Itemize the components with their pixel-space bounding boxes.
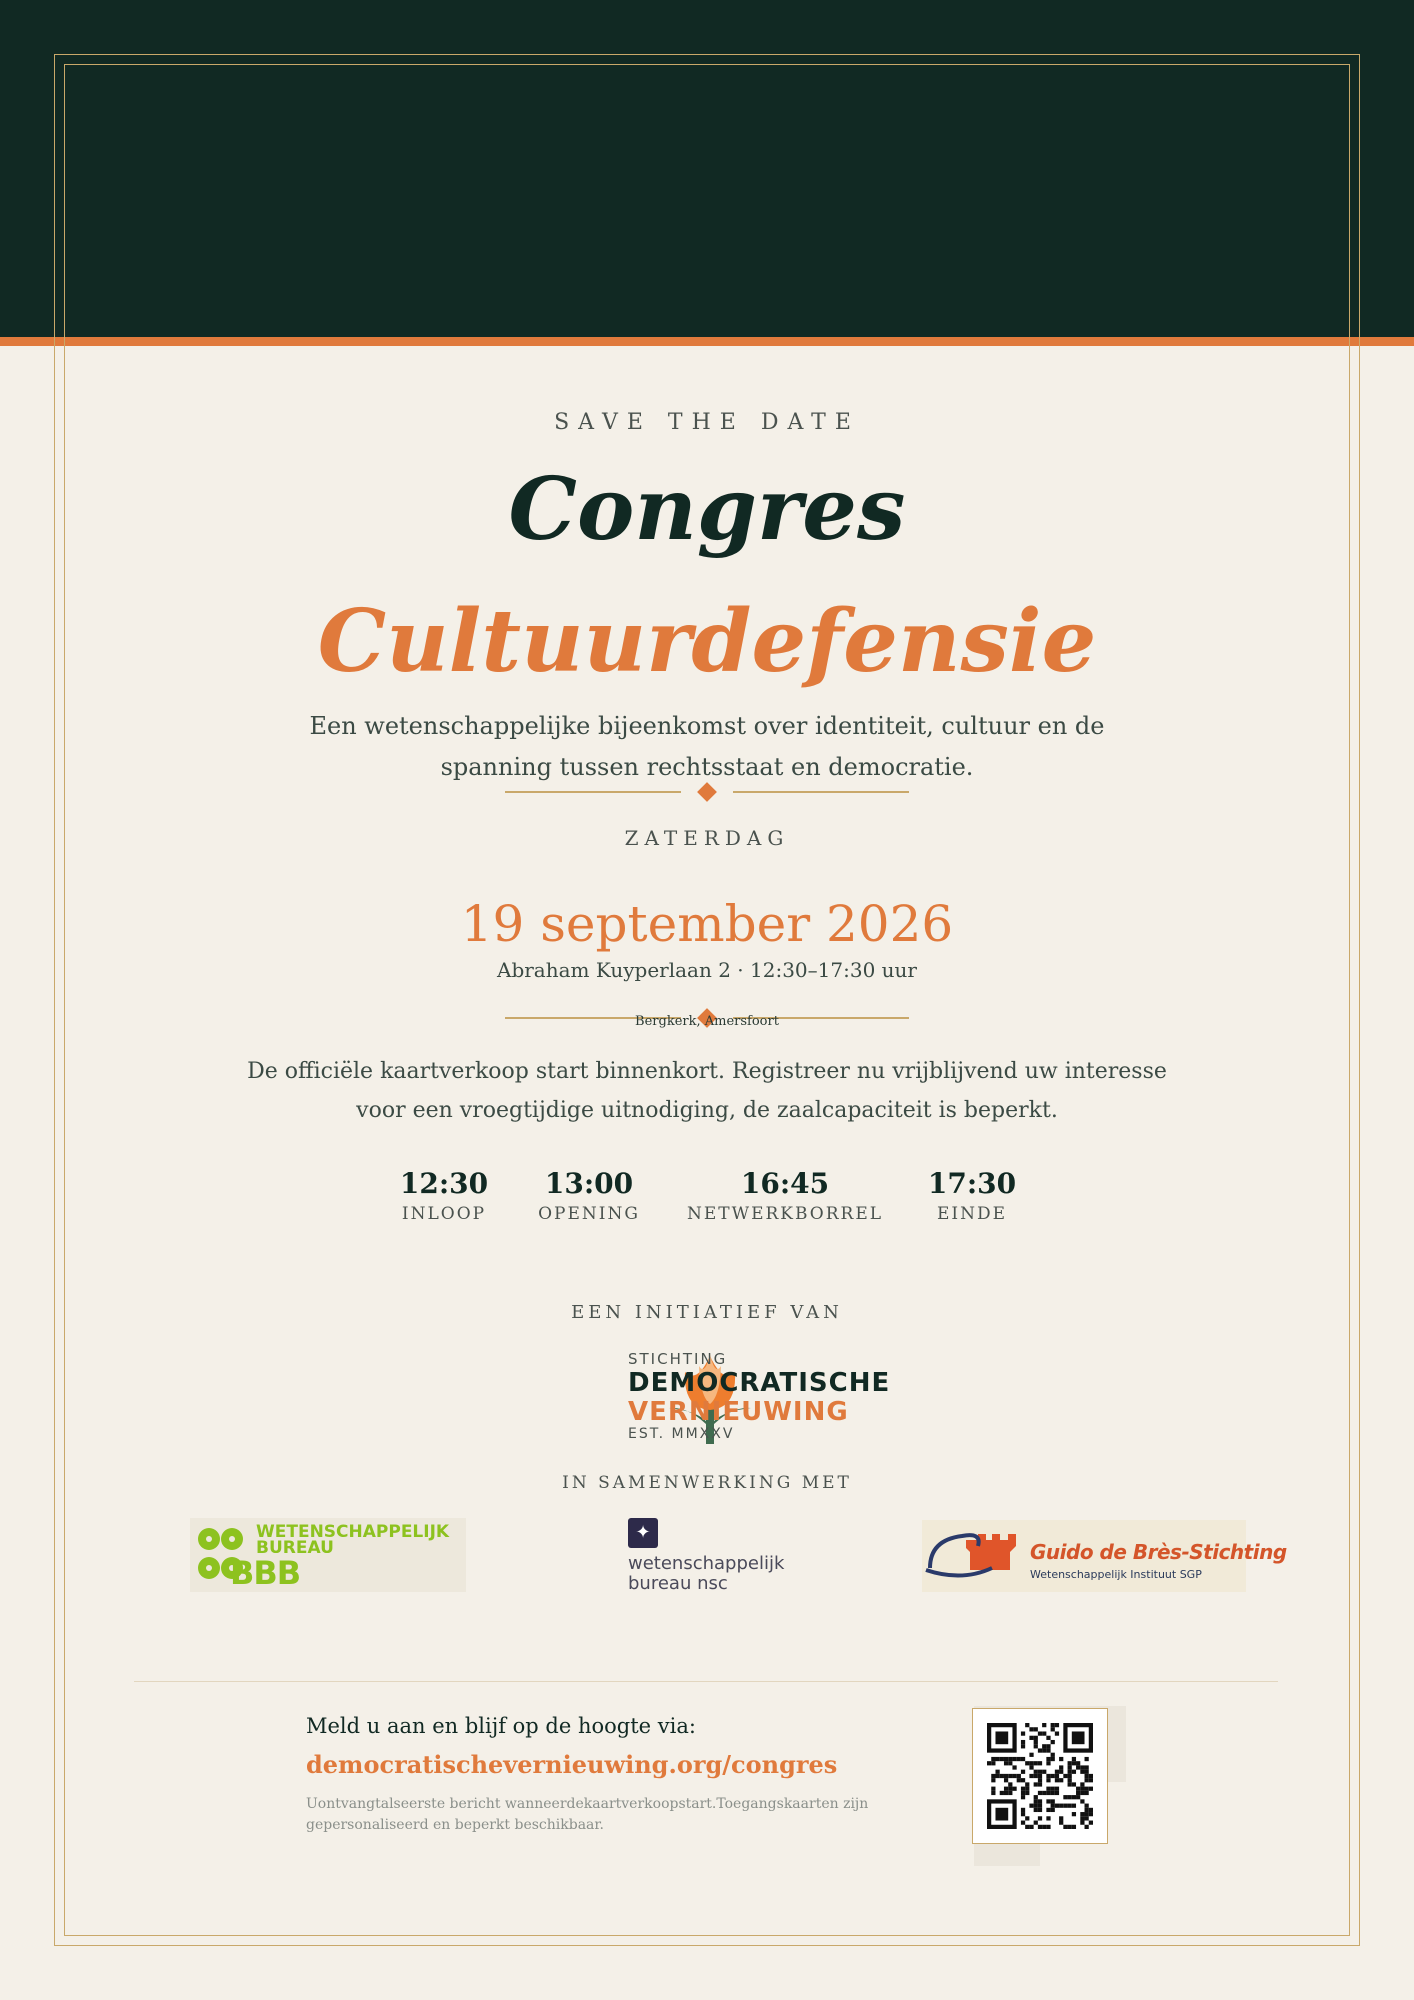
section-divider xyxy=(134,1681,1278,1682)
gdb-sub: Wetenschappelijk Instituut SGP xyxy=(1030,1568,1202,1581)
schedule-label: NETWERKBORREL xyxy=(686,1204,884,1224)
nsc-text xyxy=(628,1554,784,1594)
cta-note: Uontvangtalseerste bericht wanneerdekaartverkoopstart.Toegangskaarten zijn gepersonaliseerd en beperkt beschikbaar. xyxy=(306,1796,869,1833)
schedule-label: EINDE xyxy=(936,1204,1008,1224)
qr-code[interactable] xyxy=(972,1708,1108,1844)
schedule-item xyxy=(675,1166,895,1224)
diamond-divider xyxy=(505,782,909,802)
title-cultuurdefensie: Cultuurdefensie xyxy=(317,591,1097,692)
schedule-label: OPENING xyxy=(538,1204,640,1224)
diamond-icon xyxy=(697,782,717,802)
nsc-line2: bureau nsc xyxy=(628,1573,728,1594)
logo-vernieuwing: VERNIEUWING xyxy=(628,1397,849,1427)
qr-code-icon xyxy=(987,1723,1093,1829)
organizer-logo-text xyxy=(628,1350,890,1442)
partners-heading: IN SAMENWERKING MET xyxy=(562,1473,852,1493)
partner-logo-bbb xyxy=(190,1518,466,1592)
schedule-item xyxy=(882,1166,1062,1224)
title-congres: Congres xyxy=(508,459,906,560)
partner-logo-gdb xyxy=(922,1520,1287,1592)
inner-frame xyxy=(64,64,1350,1936)
cta-url-link[interactable]: democratischevernieuwing.org/congres xyxy=(306,1750,838,1779)
schedule-time: 16:45 xyxy=(740,1167,830,1200)
logo-est: EST. MMXXV xyxy=(628,1426,735,1442)
gdb-name: Guido de Brès-Stichting xyxy=(1030,1540,1287,1564)
bbb-text xyxy=(256,1524,449,1556)
schedule-time: 17:30 xyxy=(927,1167,1017,1200)
schedule-time: 13:00 xyxy=(544,1167,634,1200)
bbb-big: BBB xyxy=(230,1554,301,1592)
organizer-heading: EEN INITIATIEF VAN xyxy=(571,1302,843,1323)
bbb-line2: BUREAU xyxy=(256,1538,334,1558)
schedule-item xyxy=(499,1166,679,1224)
logo-democratische: DEMOCRATISCHE xyxy=(628,1368,891,1398)
event-venue: Bergkerk, Amersfoort xyxy=(635,1014,779,1029)
schedule-time: 12:30 xyxy=(399,1167,489,1200)
nsc-line1: wetenschappelijk xyxy=(628,1553,785,1574)
event-day: ZATERDAG xyxy=(624,826,790,850)
castle-emblem-icon xyxy=(922,1520,1026,1592)
schedule-label: INLOOP xyxy=(401,1204,487,1224)
bbb-line1: WETENSCHAPPELIJK xyxy=(256,1522,450,1542)
ticket-notice: De officiële kaartverkoop start binnenkort. Registreer nu vrijblijvend uw interesse voor een vroegtijdige uitnodiging, de zaalcapaciteit is beperkt. xyxy=(247,1059,1167,1123)
cta-intro: Meld u aan en blijf op de hoogte via: xyxy=(306,1714,696,1738)
logo-stichting: STICHTING xyxy=(628,1350,728,1368)
event-date: 19 september 2026 xyxy=(460,895,954,953)
event-address-time: Abraham Kuyperlaan 2 · 12:30–17:30 uur xyxy=(497,958,917,982)
partner-logo-nsc xyxy=(628,1518,808,1598)
star-icon: ✦ xyxy=(628,1518,658,1548)
subtitle: Een wetenschappelijke bijeenkomst over identiteit, cultuur en de spanning tussen rechtsstaat en democratie. xyxy=(309,712,1105,781)
eyebrow-save-the-date: SAVE THE DATE xyxy=(554,410,860,435)
